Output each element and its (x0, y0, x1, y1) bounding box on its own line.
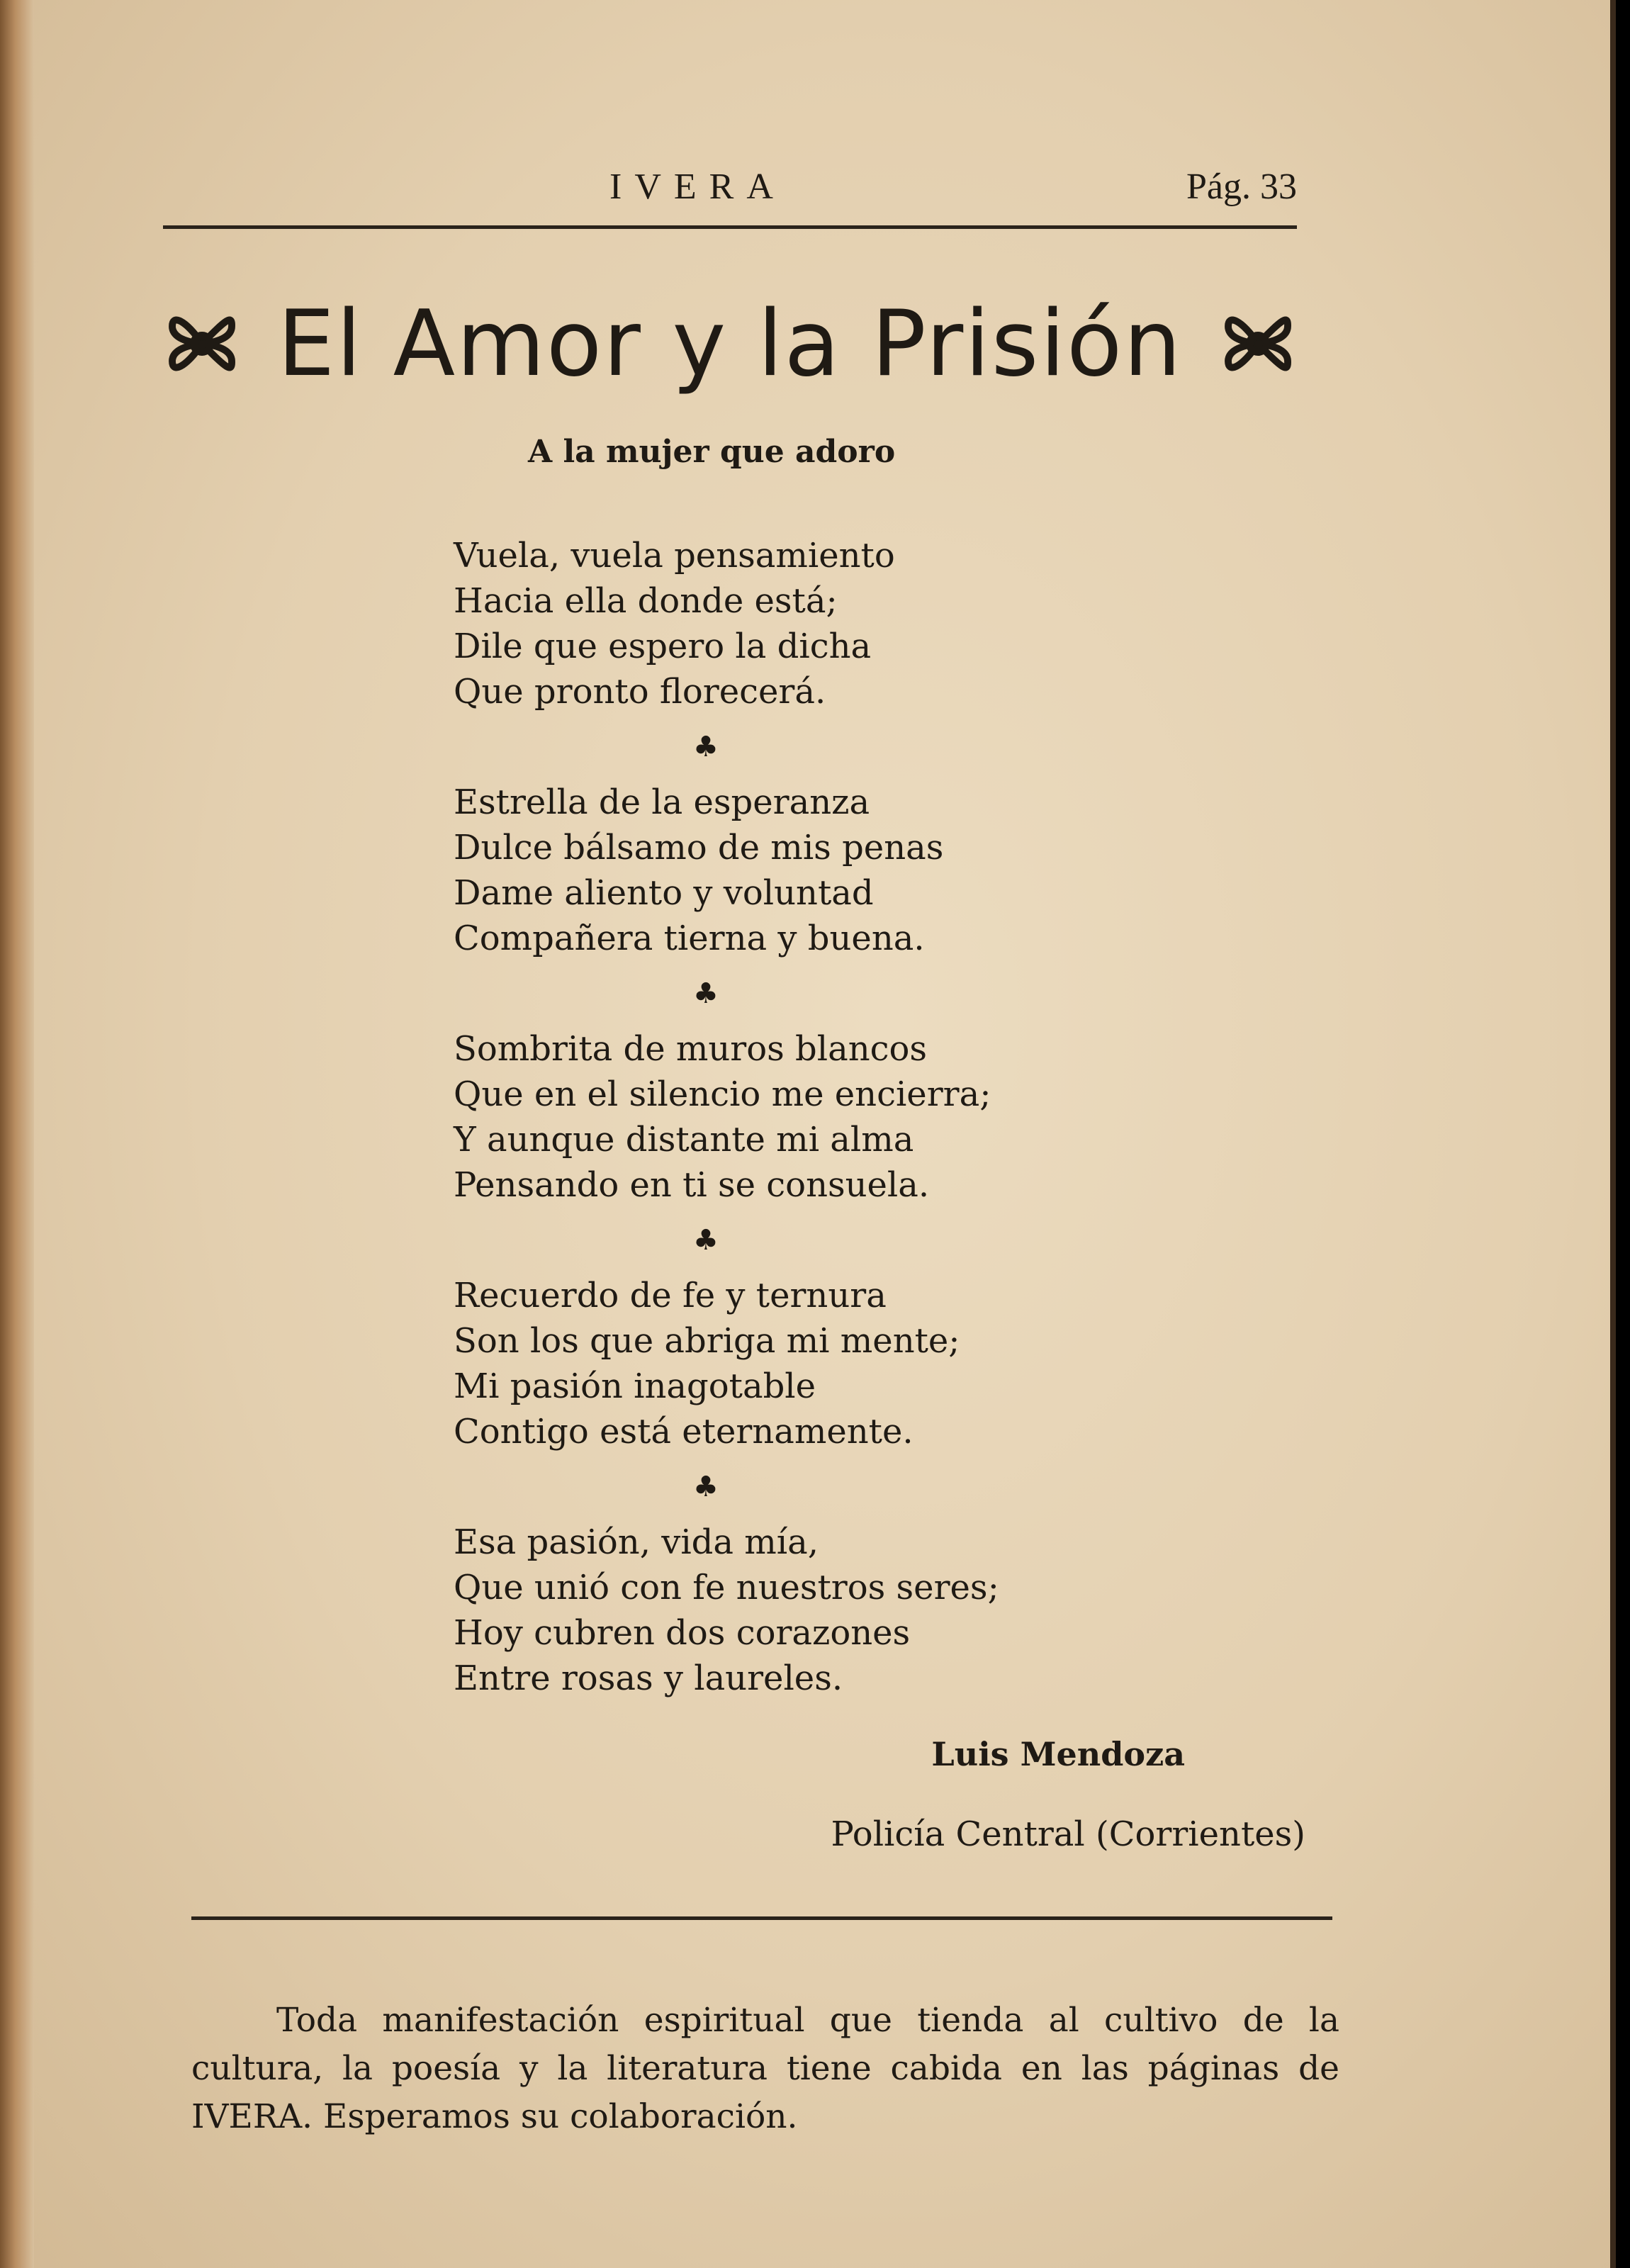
clover-icon: ♣ (693, 1471, 719, 1503)
ornament-right-icon (1219, 305, 1297, 383)
verse-line: Hacia ella donde está; (454, 581, 838, 621)
stanza-3 (454, 1026, 1375, 1208)
stanza-2 (454, 780, 1375, 961)
stanza-5 (454, 1520, 1375, 1701)
verse-line: Vuela, vuela pensamiento (454, 536, 895, 576)
verse-line: Pensando en ti se consuela. (454, 1165, 930, 1205)
verse-line: Estrella de la esperanza (454, 782, 870, 822)
author-name: Luis Mendoza (931, 1735, 1185, 1773)
footer-rule (191, 1916, 1332, 1920)
poem-body (454, 533, 1375, 1701)
clover-icon: ♣ (693, 731, 719, 763)
stanza-4 (454, 1273, 1375, 1454)
clover-icon: ♣ (693, 1224, 719, 1257)
verse-line: Hoy cubren dos corazones (454, 1613, 911, 1653)
verse-line: Entre rosas y laureles. (454, 1658, 843, 1698)
journal-name: IVERA (609, 167, 786, 207)
header-rule (163, 225, 1297, 229)
book-spine (0, 0, 34, 2268)
verse-line: Que pronto florecerá. (454, 672, 826, 712)
poem-title: El Amor y la Prisión (277, 291, 1183, 397)
verse-line: Dile que espero la dicha (454, 627, 872, 666)
clover-icon: ♣ (693, 977, 719, 1010)
verse-line: Mi pasión inagotable (454, 1366, 816, 1406)
verse-line: Que unió con fe nuestros seres; (454, 1568, 999, 1607)
ornament-left-icon (163, 305, 241, 383)
dedication: A la mujer que adoro (528, 434, 896, 470)
verse-line: Compañera tierna y buena. (454, 919, 925, 958)
author-affiliation: Policía Central (Corrientes) (831, 1814, 1305, 1854)
footer-note: Toda manifestación espiritual que tienda al cultivo de la cultura, la poesía y la literatura tiene cabida en las páginas de IVERA. Esperamos su colaboración. (191, 2001, 1339, 2136)
title-row (163, 284, 1297, 404)
verse-line: Contigo está eternamente. (454, 1412, 914, 1452)
verse-line: Dame aliento y voluntad (454, 873, 874, 913)
verse-line: Dulce bálsamo de mis penas (454, 828, 944, 868)
verse-line: Recuerdo de fe y ternura (454, 1276, 887, 1315)
verse-line: Esa pasión, vida mía, (454, 1522, 819, 1562)
verse-line: Son los que abriga mi mente; (454, 1321, 960, 1361)
verse-line: Que en el silencio me encierra; (454, 1074, 991, 1114)
stanza-1 (454, 533, 1375, 714)
page-number: Pág. 33 (1186, 167, 1297, 207)
verse-line: Sombrita de muros blancos (454, 1029, 928, 1069)
running-head (163, 166, 1297, 223)
verse-line: Y aunque distante mi alma (454, 1120, 914, 1160)
